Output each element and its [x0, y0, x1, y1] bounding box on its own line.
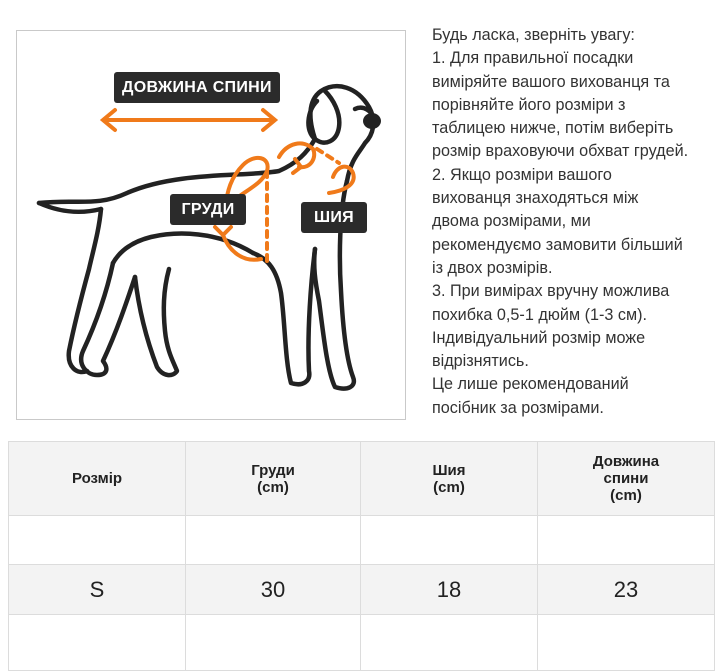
notes-line: 2. Якщо розміри вашого [432, 165, 612, 184]
notes-line: порівняйте його розміри з [432, 95, 626, 114]
header-neck: Шия (cm) [361, 442, 538, 516]
cell-size [9, 615, 186, 671]
notes-line: виміряйте вашого вихованця та [432, 72, 670, 91]
cell-size: S [9, 565, 186, 615]
cell-back: 23 [538, 565, 715, 615]
size-table [8, 441, 715, 671]
cell-chest: 30 [186, 565, 361, 615]
sizing-notes [432, 24, 720, 420]
notes-line: Будь ласка, зверніть увагу: [432, 26, 635, 44]
neck-label: ШИЯ [301, 202, 367, 233]
table-row [9, 516, 715, 565]
cell-neck: 18 [361, 565, 538, 615]
cell-neck [361, 516, 538, 565]
notes-line: із двох розмірів. [432, 258, 553, 277]
table-row [9, 565, 715, 615]
notes-line: Індивідуальний розмір може [432, 328, 646, 347]
notes-line: вихованця знаходяться між [432, 189, 639, 208]
notes-line: відрізнятись. [432, 352, 529, 371]
table-header-row [9, 442, 715, 516]
header-chest: Груди (cm) [186, 442, 361, 516]
header-back-length: Довжина спини (cm) [538, 442, 715, 516]
notes-line: рекомендуємо замовити більший [432, 235, 683, 254]
notes-line: 1. Для правильної посадки [432, 49, 634, 68]
dog-measurement-diagram [16, 30, 406, 420]
notes-line: таблицею нижче, потім виберіть [432, 119, 674, 138]
cell-chest [186, 615, 361, 671]
cell-neck [361, 615, 538, 671]
notes-line: 3. При вимірах вручну можлива [432, 282, 670, 301]
back-length-label: ДОВЖИНА СПИНИ [114, 72, 280, 103]
table-row [9, 615, 715, 671]
notes-line: посібник за розмірами. [432, 398, 604, 417]
notes-line: розмір враховуючи обхват грудей. [432, 142, 689, 161]
cell-back [538, 615, 715, 671]
cell-chest [186, 516, 361, 565]
cell-size [9, 516, 186, 565]
cell-back [538, 516, 715, 565]
chest-label: ГРУДИ [170, 194, 246, 225]
notes-line: двома розмірами, ми [432, 212, 591, 231]
header-size: Розмір [9, 442, 186, 516]
notes-line: Це лише рекомендований [432, 375, 629, 394]
notes-line: похибка 0,5-1 дюйм (1-3 см). [432, 305, 647, 324]
